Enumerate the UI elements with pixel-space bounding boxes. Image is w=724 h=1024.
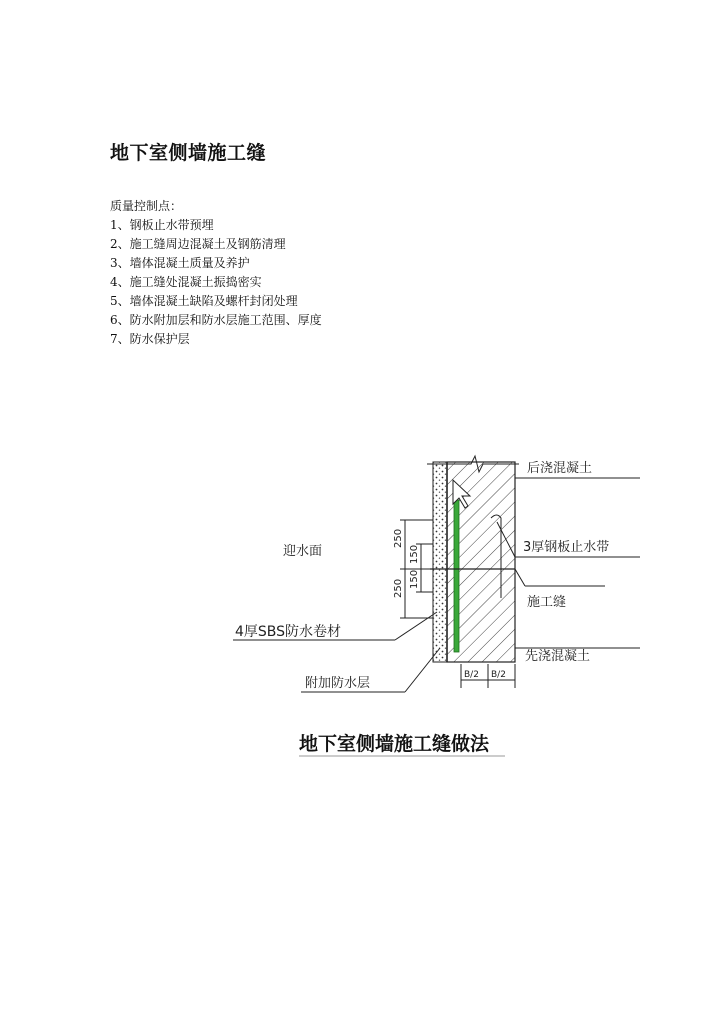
protection-layer xyxy=(433,462,447,662)
label-sbs-membrane: 4厚SBS防水卷材 xyxy=(235,624,342,640)
construction-joint-drawing xyxy=(225,452,655,762)
quality-item: 6、防水附加层和防水层施工范围、厚度 xyxy=(110,313,322,327)
dim-lower-inner: 150 xyxy=(409,569,420,589)
leader-line xyxy=(395,612,437,640)
label-extra-waterproof-layer: 附加防水层 xyxy=(305,676,371,691)
dim-upper-outer: 250 xyxy=(393,528,404,548)
leader-line xyxy=(515,569,525,586)
label-earlier-concrete: 先浇混凝土 xyxy=(525,649,591,664)
label-later-concrete: 后浇混凝土 xyxy=(527,461,593,476)
leader-line xyxy=(405,648,440,692)
quality-item: 3、墙体混凝土质量及养护 xyxy=(110,256,250,270)
quality-item: 5、墙体混凝土缺陷及螺杆封闭处理 xyxy=(110,294,298,308)
label-water-face: 迎水面 xyxy=(283,544,323,559)
figure-caption: 地下室侧墙施工缝做法 xyxy=(299,733,490,755)
dim-lower-outer: 250 xyxy=(393,578,404,598)
dim-half-right: B/2 xyxy=(491,670,506,680)
quality-item: 1、钢板止水带预埋 xyxy=(110,218,214,232)
dim-half-left: B/2 xyxy=(464,670,479,680)
quality-item: 4、施工缝处混凝土振捣密实 xyxy=(110,275,262,289)
construction-joint-figure xyxy=(225,452,655,762)
quality-heading: 质量控制点： xyxy=(110,199,183,213)
label-steel-waterstop: 3厚钢板止水带 xyxy=(523,540,610,555)
quality-item: 7、防水保护层 xyxy=(110,332,190,346)
dim-upper-inner: 150 xyxy=(409,544,420,564)
label-construction-joint: 施工缝 xyxy=(527,595,567,610)
steel-waterstop xyxy=(454,500,459,652)
quality-control-list xyxy=(110,197,322,349)
page-title: 地下室侧墙施工缝 xyxy=(110,142,267,164)
quality-item: 2、施工缝周边混凝土及钢筋清理 xyxy=(110,237,286,251)
